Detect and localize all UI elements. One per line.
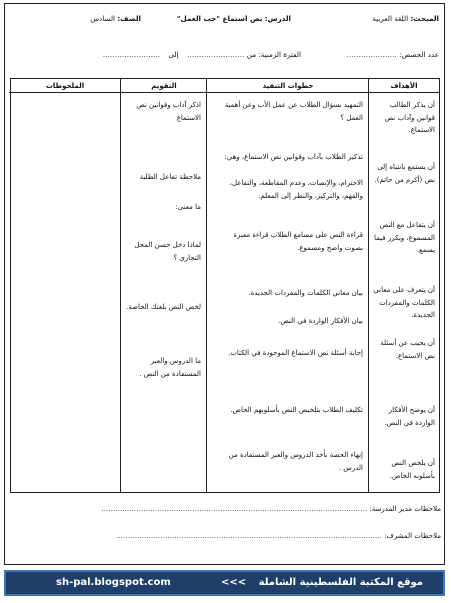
timeframe-to[interactable]: ……………………	[102, 50, 161, 59]
evaluation-item: ما الدروس والعبر المستفادة من النص .	[139, 357, 201, 378]
principal-notes-line	[10, 505, 441, 513]
evaluation-item: لخص النص بلغتك الخاصة.	[126, 303, 201, 311]
lesson-field	[177, 14, 291, 23]
timeframe-from[interactable]: ……………………	[186, 50, 245, 59]
supervisor-notes-label: ملاحظات المشرف:	[384, 532, 441, 540]
header-evaluation: التقويم	[121, 79, 207, 93]
timeframe-label: الفترة الزمنية: من	[246, 50, 301, 59]
principal-notes-label: ملاحظات مدير المدرسة:	[369, 505, 441, 513]
timeframe-to-label: إلى	[168, 50, 179, 59]
objective-item: أن يستمع بانتباه إلى نص (أكرم من حاتم).	[374, 163, 435, 184]
step-item: الاحترام، والإنصات، وعدم المقاطعة، والتفاعل، والفهم، والتركيز، والنظر إلى المعلم.	[229, 179, 363, 200]
subject-value: اللغة العربية	[372, 14, 409, 23]
timeframe-field	[103, 50, 301, 59]
periods-label: عدد الحصص:	[399, 50, 439, 59]
evaluation-item: ملاحظة تفاعل الطلبة	[139, 173, 201, 181]
supervisor-notes-field[interactable]: ……………………………………………………………………………………………………	[115, 532, 382, 540]
evaluation-item: ما معنى:	[175, 203, 201, 211]
step-item: قراءة النص على مسامع الطلاب قراءة معبرة بصوت واضح ومسموع.	[233, 231, 363, 252]
site-title: موقع المكتبة الفلسطينية الشاملة	[258, 577, 423, 588]
header-notes: الملحوظات	[9, 79, 121, 93]
evaluation-item: لماذا دخل حسن المحل التجاري ؟	[134, 241, 201, 262]
step-item: بيان معاني الكلمات والمفردات الجديدة.	[248, 289, 363, 297]
objective-item: أن يلخص النص بأسلوبه الخاص.	[389, 459, 435, 480]
principal-notes-field[interactable]: ……………………………………………………………………………………………………	[101, 505, 368, 513]
column-divider	[368, 79, 369, 492]
site-url-link[interactable]: sh-pal.blogspot.com	[56, 577, 171, 588]
column-divider	[206, 79, 207, 492]
objective-item: أن يتعرف على معاني الكلمات والمفردات الجديدة.	[373, 286, 435, 319]
header-steps: خطوات التنفيذ	[207, 79, 369, 93]
lesson-value: نص استماع "حب العمل"	[176, 14, 263, 23]
supervisor-notes-line	[10, 532, 441, 540]
header-objectives: الأهداف	[369, 79, 439, 93]
step-item: إجابة أسئلة نص الاستماع الموجودة في الكتاب.	[228, 349, 363, 357]
step-item: إنهاء الحصة بأخذ الدروس والعبر المستفادة من الدرس .	[228, 451, 363, 472]
objective-item: أن يوضح الأفكار الواردة في النص.	[384, 406, 435, 427]
arrows-glyph: <<<	[221, 577, 247, 588]
objective-item: أن يتفاعل مع النص المسموع، ويكرر فيما يسمع.	[374, 221, 435, 254]
step-item: تكليف الطلاب بتلخيص النص بأسلوبهم الخاص.	[230, 406, 363, 414]
subject-field	[372, 14, 439, 23]
subject-label: المبحث:	[410, 14, 439, 23]
column-divider	[120, 79, 121, 492]
grade-value: السادس	[90, 14, 116, 23]
grade-field	[90, 14, 141, 23]
lesson-plan-table	[10, 78, 440, 493]
grade-label: الصف:	[117, 14, 141, 23]
periods-field	[347, 50, 439, 59]
step-item: تذكير الطلاب بآداب وقوانين نص الاستماع، وهي:	[224, 153, 363, 161]
objective-item: أن يجيب عن أسئلة نص الاستماع.	[380, 339, 435, 360]
periods-value[interactable]: …………………	[346, 50, 397, 59]
objective-item: أن يذكر الطالب قوانين وآداب نص الاستماع.	[384, 101, 435, 134]
step-item: بيان الأفكار الواردة في النص.	[278, 317, 363, 325]
evaluation-item: اذكر آداب وقوانين نص الاستماع	[136, 101, 201, 122]
lesson-label: الدرس:	[264, 14, 291, 23]
site-banner[interactable]	[4, 570, 445, 596]
step-item: التمهيد بسؤال الطلاب عن عمل الأب وعن أهمية العمل ؟	[224, 101, 363, 122]
